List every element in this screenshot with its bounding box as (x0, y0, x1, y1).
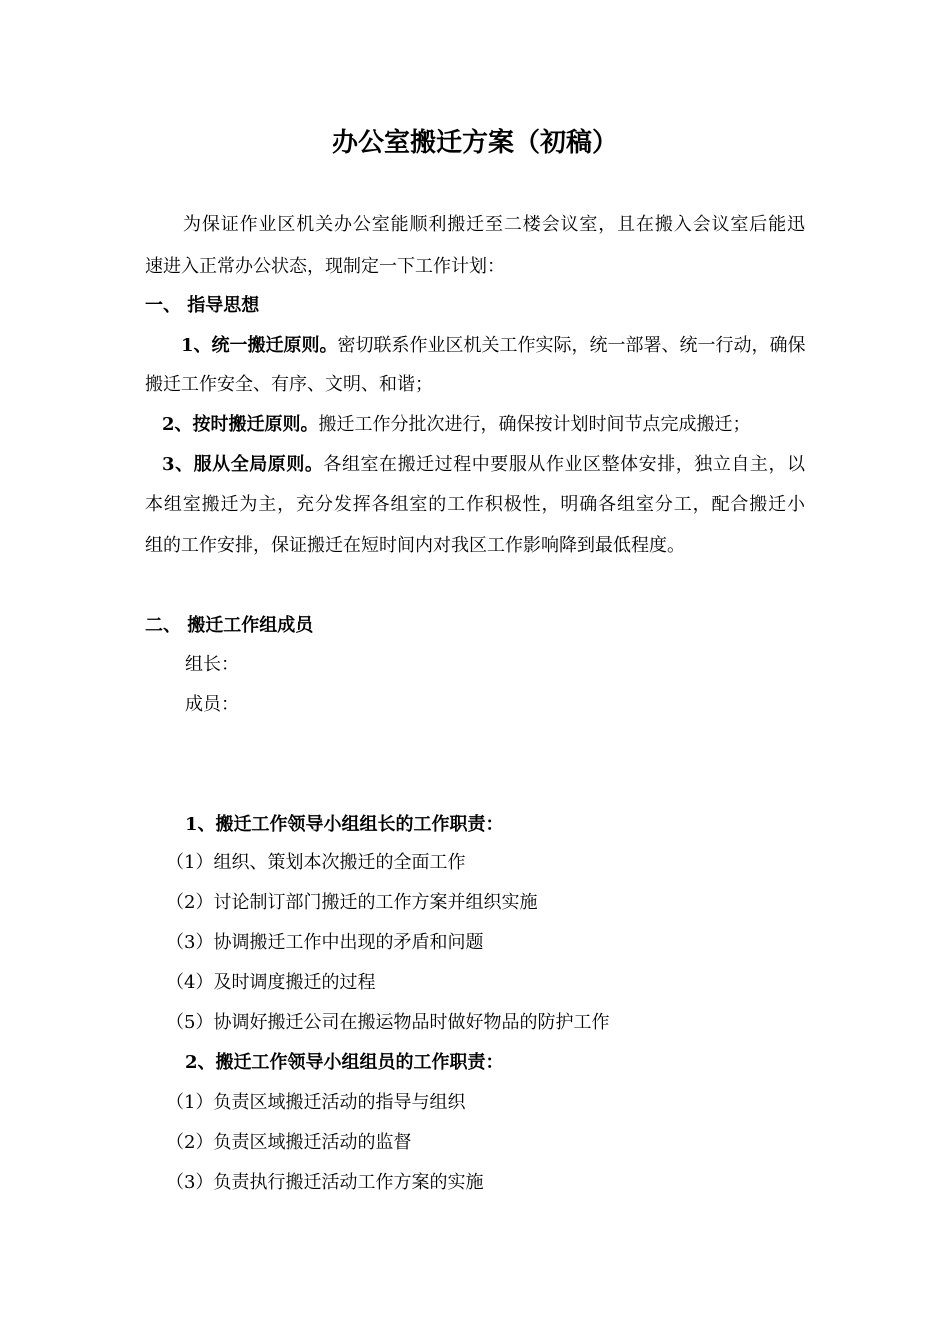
principle-text: 组的工作安排，保证搬迁在短时间内对我区工作影响降到最低程度。 (145, 535, 685, 556)
leader-label: 组长： (185, 654, 239, 675)
principle-3 (162, 453, 805, 477)
principle-title: 2、按时搬迁原则。 (162, 414, 319, 435)
section-heading: 二、 搬迁工作组成员 (145, 615, 314, 636)
principle-title: 1、统一搬迁原则。 (181, 335, 338, 356)
principle-title: 3、服从全局原则。 (162, 454, 324, 475)
intro-line: 为保证作业区机关办公室能顺利搬迁至二楼会议室，且在搬入会议室后能迅 (183, 214, 805, 235)
duty-item: （2）负责区域搬迁活动的监督 (166, 1132, 412, 1153)
principle-1 (181, 334, 805, 358)
members-label: 成员： (185, 694, 239, 715)
duty-item: （3）协调搬迁工作中出现的矛盾和问题 (166, 932, 484, 953)
duty-item: （4）及时调度搬迁的过程 (166, 972, 376, 993)
principle-text: 搬迁工作安全、有序、文明、和谐； (145, 374, 433, 395)
duty-item: （1）负责区域搬迁活动的指导与组织 (166, 1092, 466, 1113)
duty-item: （3）负责执行搬迁活动工作方案的实施 (166, 1172, 484, 1193)
principle-text: 本组室搬迁为主，充分发挥各组室的工作积极性，明确各组室分工，配合搬迁小 (145, 494, 805, 515)
document-title: 办公室搬迁方案（初稿） (331, 128, 618, 158)
principle-2 (162, 413, 751, 437)
duty-heading: 2、搬迁工作领导小组组员的工作职责： (185, 1052, 504, 1073)
intro-line: 速进入正常办公状态，现制定一下工作计划： (145, 256, 505, 277)
principle-text: 密切联系作业区机关工作实际，统一部署、统一行动，确保 (337, 335, 806, 356)
principle-text: 各组室在搬迁过程中要服从作业区整体安排，独立自主，以 (323, 454, 805, 475)
duty-item: （2）讨论制订部门搬迁的工作方案并组织实施 (166, 892, 538, 913)
duty-heading: 1、搬迁工作领导小组组长的工作职责： (185, 814, 504, 835)
principle-text: 搬迁工作分批次进行，确保按计划时间节点完成搬迁； (318, 414, 751, 435)
duty-item: （5）协调好搬迁公司在搬运物品时做好物品的防护工作 (166, 1012, 610, 1033)
section-heading: 一、 指导思想 (145, 295, 260, 316)
duty-item: （1）组织、策划本次搬迁的全面工作 (166, 852, 466, 873)
